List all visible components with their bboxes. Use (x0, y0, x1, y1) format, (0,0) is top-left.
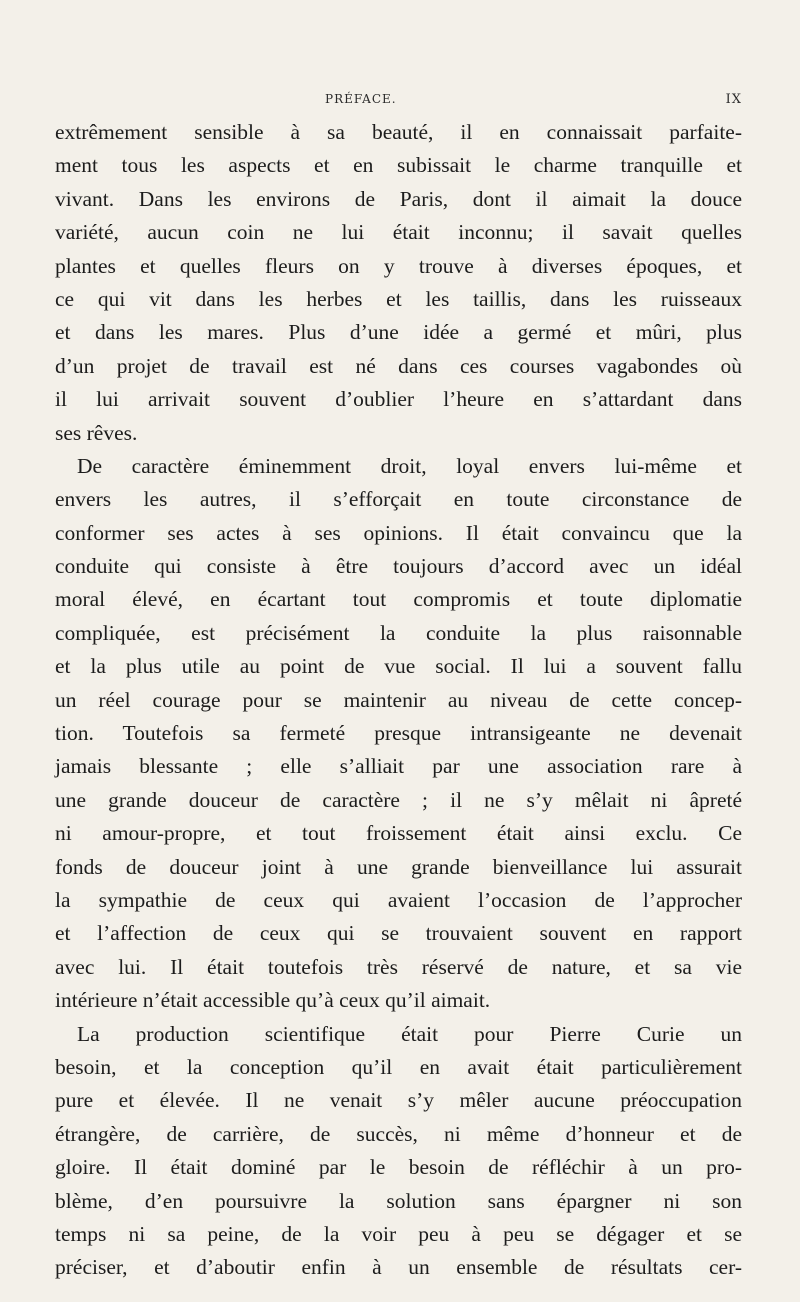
text-line: variété, aucun coin ne lui était inconnu; il savait quelles (55, 220, 742, 245)
text-line: besoin, et la conception qu’il en avait était particulièrement (55, 1054, 742, 1079)
text-line: étrangère, de carrière, de succès, ni même d’honneur et de (55, 1121, 742, 1146)
running-header-title: PRÉFACE. (325, 92, 397, 106)
text-line: intérieure n’était accessible qu’à ceux qu’il aimait. (55, 988, 491, 1013)
text-line: conformer ses actes à ses opinions. Il était convaincu que la (55, 520, 742, 545)
text-line: d’un projet de travail est né dans ces courses vagabondes où (55, 353, 742, 378)
text-line: et la plus utile au point de vue social. Il lui a souvent fallu (55, 654, 742, 679)
text-line: ses rêves. (55, 420, 138, 445)
page-number: IX (725, 92, 742, 107)
text-line: pure et élevée. Il ne venait s’y mêler aucune préoccupation (55, 1088, 742, 1113)
text-line: gloire. Il était dominé par le besoin de réfléchir à un pro- (55, 1155, 742, 1180)
text-line: et dans les mares. Plus d’une idée a germé et mûri, plus (55, 320, 742, 345)
paragraph-start-line: La production scientifique était pour Pierre Curie un (77, 1021, 742, 1046)
text-line: conduite qui consiste à être toujours d’accord avec un idéal (55, 554, 742, 579)
text-line: plantes et quelles fleurs on y trouve à diverses époques, et (55, 253, 742, 278)
text-line: avec lui. Il était toutefois très réservé de nature, et sa vie (55, 954, 742, 979)
text-line: temps ni sa peine, de la voir peu à peu se dégager et se (55, 1221, 742, 1246)
text-line: compliquée, est précisément la conduite la plus raisonnable (55, 620, 742, 645)
text-line: il lui arrivait souvent d’oublier l’heure en s’attardant dans (55, 387, 742, 412)
text-line: envers les autres, il s’efforçait en toute circonstance de (55, 487, 742, 512)
running-header (55, 92, 742, 114)
text-line: jamais blessante ; elle s’alliait par une association rare à (55, 754, 742, 779)
text-line: vivant. Dans les environs de Paris, dont il aimait la douce (55, 186, 742, 211)
body-text (55, 116, 742, 1285)
text-line: une grande douceur de caractère ; il ne s’y mêlait ni âpreté (55, 787, 742, 812)
text-line: extrêmement sensible à sa beauté, il en connaissait parfaite- (55, 120, 742, 144)
paragraph-start-line: De caractère éminemment droit, loyal envers lui-même et (77, 453, 742, 478)
text-line: ment tous les aspects et en subissait le charme tranquille et (55, 153, 742, 178)
text-line: ce qui vit dans les herbes et les taillis, dans les ruisseaux (55, 286, 742, 311)
text-line: tion. Toutefois sa fermeté presque intransigeante ne devenait (55, 721, 742, 746)
text-line: préciser, et d’aboutir enfin à un ensemble de résultats cer- (55, 1255, 742, 1280)
text-line: moral élevé, en écartant tout compromis et toute diplomatie (55, 587, 742, 612)
text-line: un réel courage pour se maintenir au niveau de cette concep- (55, 687, 742, 712)
text-line: fonds de douceur joint à une grande bienveillance lui assurait (55, 854, 742, 879)
text-line: blème, d’en poursuivre la solution sans épargner ni son (55, 1188, 742, 1213)
text-line: la sympathie de ceux qui avaient l’occasion de l’approcher (55, 887, 742, 912)
text-line: ni amour-propre, et tout froissement était ainsi exclu. Ce (55, 821, 742, 846)
text-line: et l’affection de ceux qui se trouvaient souvent en rapport (55, 921, 742, 946)
